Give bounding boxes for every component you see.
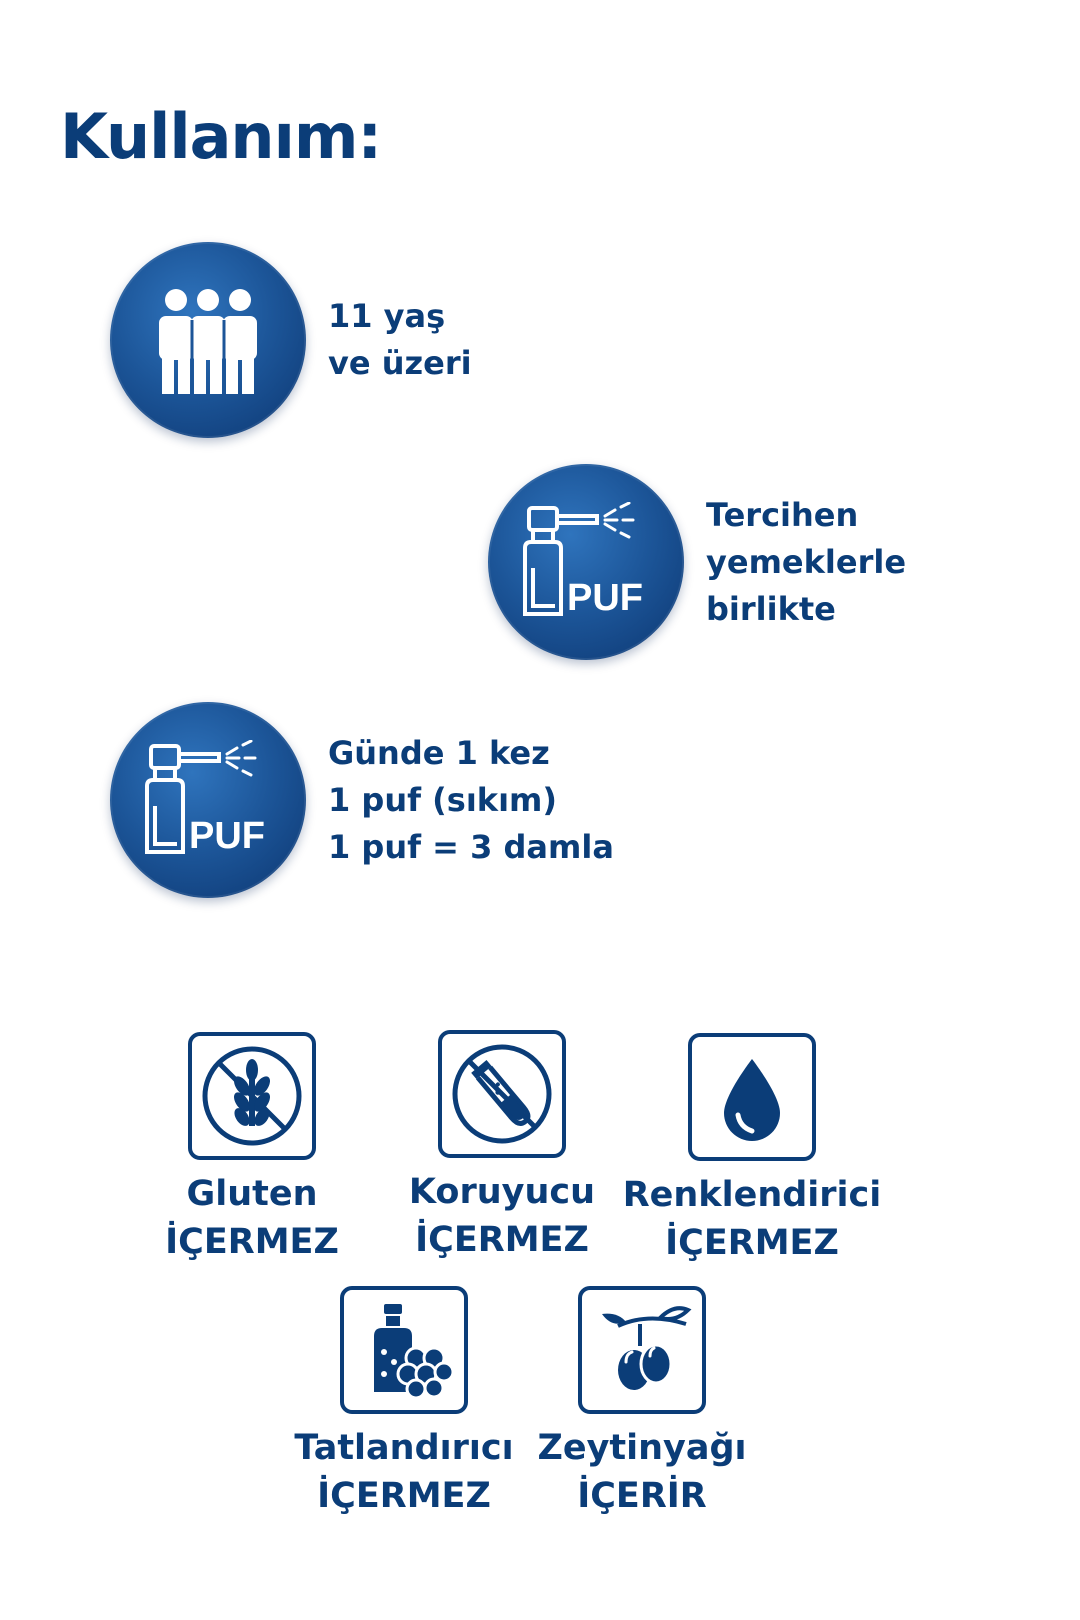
feature-status: İÇERMEZ	[165, 1222, 339, 1262]
spray-badge	[488, 464, 684, 660]
no-preservative-icon	[448, 1040, 556, 1148]
feature-icon-box	[688, 1033, 816, 1161]
usage-line: 11 yaş	[328, 297, 446, 335]
feature-preservative	[372, 1030, 632, 1264]
spray-badge	[110, 702, 306, 898]
feature-name: Renklendirici	[622, 1175, 882, 1215]
age-badge	[110, 242, 306, 438]
feature-icon-box	[188, 1032, 316, 1160]
page-title: Kullanım:	[60, 100, 382, 173]
feature-sweetener	[274, 1286, 534, 1520]
olive-icon	[588, 1296, 696, 1404]
drop-icon	[698, 1043, 806, 1151]
usage-item-age	[110, 242, 472, 438]
feature-gluten	[122, 1032, 382, 1266]
feature-status: İÇERİR	[577, 1476, 707, 1516]
feature-name: Zeytinyağı	[537, 1428, 747, 1468]
feature-status: İÇERMEZ	[665, 1223, 839, 1263]
feature-icon-box	[340, 1286, 468, 1414]
feature-olive-oil	[512, 1286, 772, 1520]
feature-icon-box	[578, 1286, 706, 1414]
feature-status: İÇERMEZ	[317, 1476, 491, 1516]
sweetener-bottle-icon	[350, 1296, 458, 1404]
feature-name: Tatlandırıcı	[294, 1428, 514, 1468]
spray-bottle-icon	[511, 502, 661, 622]
no-gluten-icon	[198, 1042, 306, 1150]
usage-line: 1 puf = 3 damla	[328, 827, 614, 866]
usage-line: ve üzeri	[328, 344, 472, 382]
puf-label: PUF	[189, 815, 265, 857]
usage-line: yemeklerle	[706, 542, 907, 581]
usage-line: Günde 1 kez	[328, 733, 550, 772]
spray-bottle-icon	[133, 740, 283, 860]
usage-text-dose	[328, 730, 614, 871]
usage-line: Tercihen	[706, 495, 859, 534]
usage-item-meal	[488, 464, 906, 660]
usage-line: 1 puf (sıkım)	[328, 780, 558, 819]
usage-text-meal	[706, 492, 906, 633]
usage-line: birlikte	[706, 589, 836, 628]
feature-name: Gluten	[186, 1174, 318, 1214]
feature-icon-box	[438, 1030, 566, 1158]
feature-name: Koruyucu	[408, 1172, 596, 1212]
feature-colorant	[622, 1033, 882, 1267]
usage-text-age	[328, 293, 472, 387]
people-group-icon	[148, 280, 268, 400]
feature-status: İÇERMEZ	[415, 1220, 589, 1260]
usage-item-dose	[110, 702, 614, 898]
puf-label: PUF	[567, 577, 643, 619]
